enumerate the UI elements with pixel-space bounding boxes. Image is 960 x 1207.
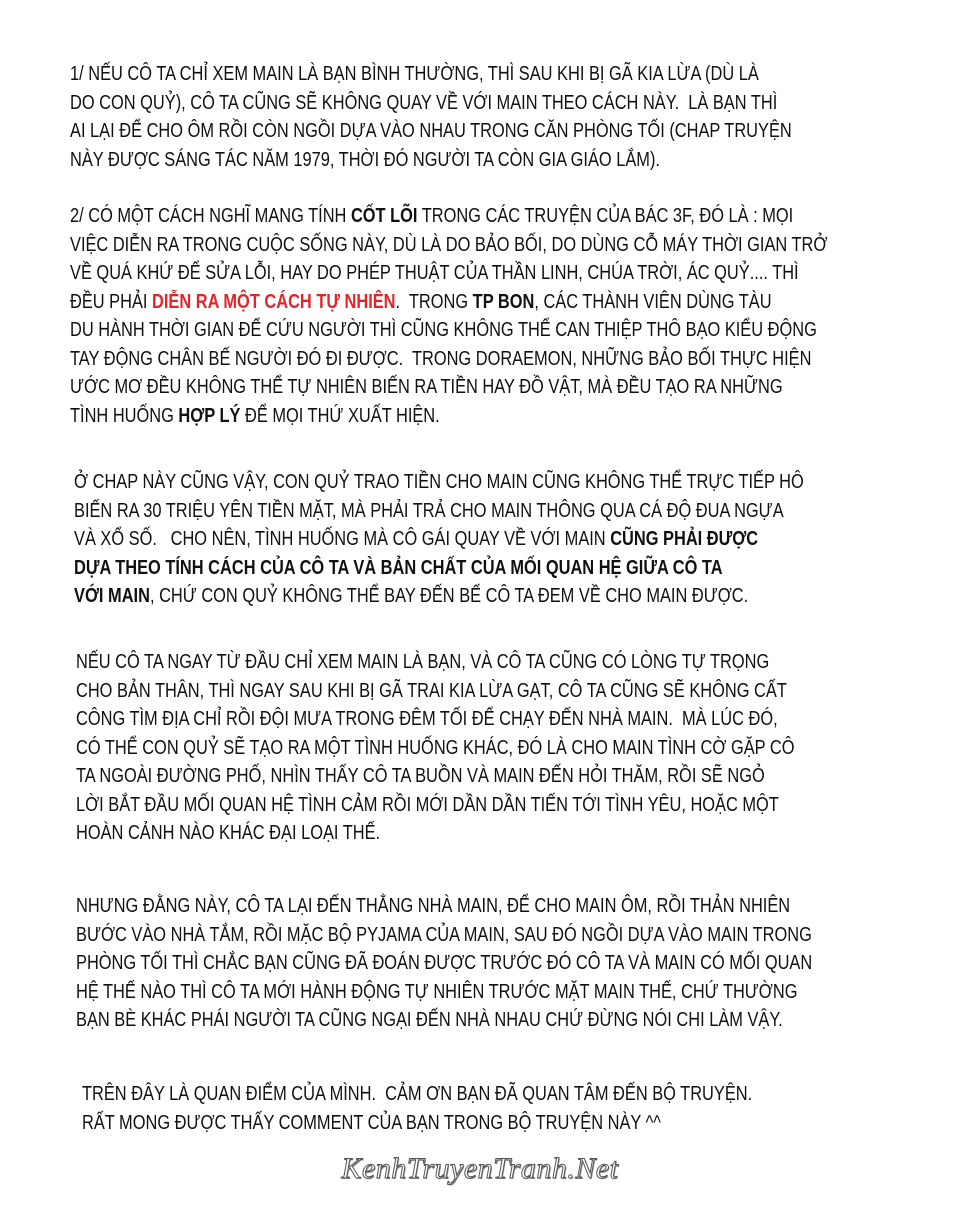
text-line	[70, 345, 827, 374]
text-segment: TRÊN ĐÂY LÀ QUAN ĐIỂM CỦA MÌNH. CẢM ƠN BẠN ĐÃ QUAN TÂM ĐẾN BỘ TRUYỆN.	[82, 1083, 753, 1105]
text-line	[76, 892, 812, 921]
text-segment: VỀ QUÁ KHỨ ĐỂ SỬA LỖI, HAY DO PHÉP THUẬT CỦA THẦN LINH, CHÚA TRỜI, ÁC QUỶ.... THÌ	[70, 262, 799, 284]
text-segment: CHO BẢN THÂN, THÌ NGAY SAU KHI BỊ GÃ TRAI KIA LỪA GẠT, CÔ TA CŨNG SẼ KHÔNG CẤT	[76, 679, 787, 702]
text-segment: NHƯNG ĐẰNG NÀY, CÔ TA LẠI ĐẾN THẲNG NHÀ MAIN, ĐỂ CHO MAIN ÔM, RỒI THẢN NHIÊN	[76, 895, 791, 917]
text-segment: ĐỂ MỌI THỨ XUẤT HIỆN.	[240, 404, 440, 427]
paragraph-2	[70, 202, 960, 430]
paragraph-1	[70, 60, 950, 174]
paragraph-4	[76, 648, 952, 848]
text-line	[70, 231, 827, 260]
text-line	[76, 949, 812, 978]
text-segment: BƯỚC VÀO NHÀ TẮM, RỒI MẶC BỘ PYJAMA CỦA MAIN, SAU ĐÓ NGỒI DỰA VÀO MAIN TRONG	[76, 923, 812, 946]
text-line	[76, 648, 794, 677]
text-segment: TAY ĐỘNG CHÂN BẾ NGƯỜI ĐÓ ĐI ĐƯỢC. TRONG DORAEMON, NHỮNG BẢO BỐI THỰC HIỆN	[70, 347, 812, 370]
text-segment: DU HÀNH THỜI GIAN ĐỂ CỨU NGƯỜI THÌ CŨNG KHÔNG THỂ CAN THIỆP THÔ BẠO KIỂU ĐỘNG	[70, 319, 817, 341]
text-line	[70, 89, 792, 118]
text-line	[76, 762, 794, 791]
watermark-logo: KenhTruyenTranh.Net	[341, 1152, 619, 1185]
text-segment: TRONG CÁC TRUYỆN CỦA BÁC 3F, ĐÓ LÀ : MỌI	[417, 205, 794, 227]
text-segment: NÀY ĐƯỢC SÁNG TÁC NĂM 1979, THỜI ĐÓ NGƯỜI TA CÒN GIA GIÁO LẮM).	[70, 148, 660, 171]
text-segment: 2/ CÓ MỘT CÁCH NGHĨ MANG TÍNH	[70, 205, 351, 227]
text-line	[70, 146, 792, 175]
text-segment: . TRONG	[395, 290, 473, 313]
paragraph-3	[74, 468, 960, 611]
text-line	[70, 373, 827, 402]
text-segment: , CHỨ CON QUỶ KHÔNG THỂ BAY ĐẾN BẾ CÔ TA ĐEM VỀ CHO MAIN ĐƯỢC.	[149, 585, 749, 607]
text-segment: NẾU CÔ TA NGAY TỪ ĐẦU CHỈ XEM MAIN LÀ BẠN, VÀ CÔ TA CŨNG CÓ LÒNG TỰ TRỌNG	[76, 651, 770, 673]
text-segment: 1/ NẾU CÔ TA CHỈ XEM MAIN LÀ BẠN BÌNH THƯỜNG, THÌ SAU KHI BỊ GÃ KIA LỪA (DÙ LÀ	[70, 63, 759, 85]
bold-text: CỐT LÕI	[350, 205, 418, 227]
text-segment: BẠN BÈ KHÁC PHÁI NGƯỜI TA CŨNG NGẠI ĐẾN NHÀ NHAU CHỨ ĐỪNG NÓI CHI LÀM VẬY.	[76, 1009, 783, 1031]
text-line	[82, 1109, 752, 1138]
text-line	[70, 259, 827, 288]
text-segment: BIẾN RA 30 TRIỆU YÊN TIỀN MẶT, MÀ PHẢI TRẢ CHO MAIN THÔNG QUA CÁ ĐỘ ĐUA NGỰA	[74, 499, 784, 522]
text-line	[76, 791, 794, 820]
text-line	[76, 978, 812, 1007]
paragraph-6	[82, 1080, 899, 1137]
text-line	[70, 117, 792, 146]
text-line	[70, 60, 792, 89]
text-line	[76, 734, 794, 763]
paragraph-5	[76, 892, 960, 1035]
bold-text: HỢP LÝ	[178, 404, 241, 427]
bold-text: VỚI MAIN	[74, 585, 150, 607]
highlighted-text: DIỄN RA MỘT CÁCH TỰ NHIÊN	[152, 290, 396, 313]
text-segment: TÌNH HUỐNG	[70, 404, 179, 427]
text-line	[70, 402, 827, 431]
text-line	[76, 819, 794, 848]
text-segment: VIỆC DIỄN RA TRONG CUỘC SỐNG NÀY, DÙ LÀ DO BẢO BỐI, DO DÙNG CỖ MÁY THỜI GIAN TRỞ	[70, 233, 828, 256]
text-segment: ĐỀU PHẢI	[70, 290, 153, 313]
text-line	[70, 202, 827, 231]
text-segment: DO CON QUỶ), CÔ TA CŨNG SẼ KHÔNG QUAY VỀ VỚI MAIN THEO CÁCH NÀY. LÀ BẠN THÌ	[70, 91, 778, 114]
text-segment: Ở CHAP NÀY CŨNG VẬY, CON QUỶ TRAO TIỀN CHO MAIN CŨNG KHÔNG THỂ TRỰC TIẾP HÔ	[74, 471, 804, 493]
text-segment: RẤT MONG ĐƯỢC THẤY COMMENT CỦA BẠN TRONG BỘ TRUYỆN NÀY ^^	[82, 1111, 661, 1134]
text-segment: CÔNG TÌM ĐỊA CHỈ RỒI ĐỘI MƯA TRONG ĐÊM TỐI ĐỂ CHẠY ĐẾN NHÀ MAIN. MÀ LÚC ĐÓ,	[76, 708, 778, 730]
text-segment: ƯỚC MƠ ĐỀU KHÔNG THỂ TỰ NHIÊN BIẾN RA TIỀN HAY ĐỒ VẬT, MÀ ĐỀU TẠO RA NHỮNG	[70, 376, 783, 398]
text-segment: VÀ XỔ SỐ. CHO NÊN, TÌNH HUỐNG MÀ CÔ GÁI QUAY VỀ VỚI MAIN	[74, 528, 611, 550]
text-line	[70, 288, 827, 317]
bold-text: TP BON	[472, 290, 535, 313]
text-line	[74, 525, 804, 554]
text-line	[74, 468, 804, 497]
text-line	[76, 677, 794, 706]
text-line	[74, 582, 804, 611]
bold-text: DỰA THEO TÍNH CÁCH CỦA CÔ TA VÀ BẢN CHẤT CỦA MỐI QUAN HỆ GIỮA CÔ TA	[74, 556, 723, 579]
text-line	[74, 554, 804, 583]
text-segment: TA NGOÀI ĐƯỜNG PHỐ, NHÌN THẤY CÔ TA BUỒN VÀ MAIN ĐẾN HỎI THĂM, RỒI SẼ NGỎ	[76, 765, 765, 787]
text-segment: CÓ THỂ CON QUỶ SẼ TẠO RA MỘT TÌNH HUỐNG KHÁC, ĐÓ LÀ CHO MAIN TÌNH CỜ GẶP CÔ	[76, 736, 795, 759]
text-segment: HOÀN CẢNH NÀO KHÁC ĐẠI LOẠI THẾ.	[76, 822, 381, 844]
text-line	[76, 921, 812, 950]
text-segment: AI LẠI ĐỂ CHO ÔM RỒI CÒN NGỒI DỰA VÀO NHAU TRONG CĂN PHÒNG TỐI (CHAP TRUYỆN	[70, 120, 792, 142]
text-line	[70, 316, 827, 345]
text-line	[82, 1080, 752, 1109]
text-segment: HỆ THẾ NÀO THÌ CÔ TA MỚI HÀNH ĐỘNG TỰ NHIÊN TRƯỚC MẶT MAIN THẾ, CHỨ THƯỜNG	[76, 980, 798, 1003]
text-line	[74, 497, 804, 526]
text-segment: , CÁC THÀNH VIÊN DÙNG TÀU	[534, 290, 772, 313]
text-segment: LỜI BẮT ĐẦU MỐI QUAN HỆ TÌNH CẢM RỒI MỚI DẦN DẦN TIẾN TỚI TÌNH YÊU, HOẶC MỘT	[76, 793, 779, 816]
text-segment: PHÒNG TỐI THÌ CHẮC BẠN CŨNG ĐÃ ĐOÁN ĐƯỢC TRƯỚC ĐÓ CÔ TA VÀ MAIN CÓ MỐI QUAN	[76, 952, 813, 974]
text-line	[76, 1006, 812, 1035]
bold-text: CŨNG PHẢI ĐƯỢC	[610, 528, 759, 550]
text-line	[76, 705, 794, 734]
